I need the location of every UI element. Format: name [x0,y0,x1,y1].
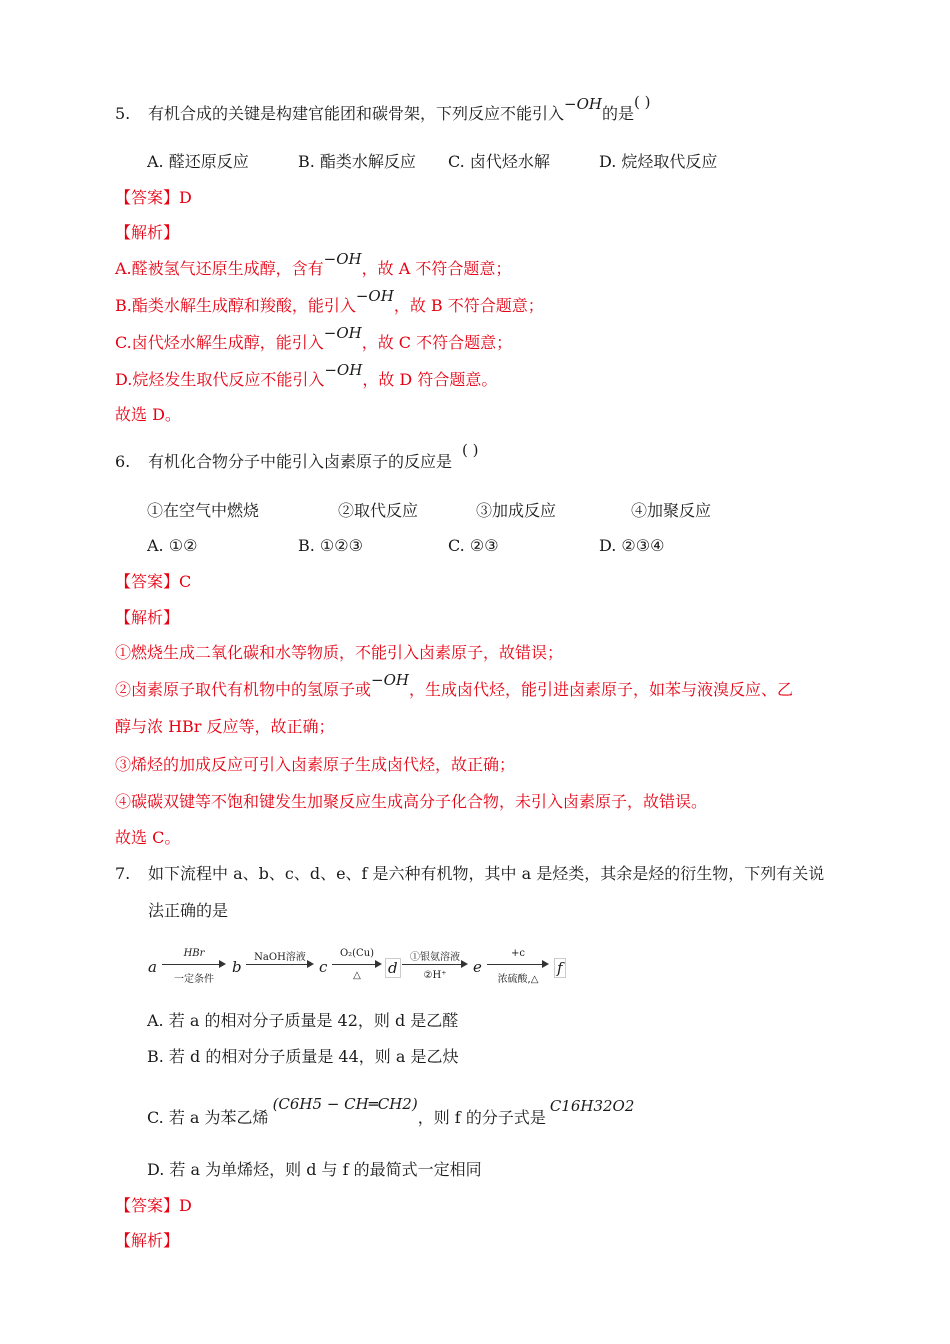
q6-stem [115,441,479,472]
flow-arrow-5 [487,946,549,986]
q5-number: 5. [115,104,131,123]
flow-node-b: b [232,958,242,976]
flow-node-c: c [319,958,328,976]
q7-stem-line2: 法正确的是 [148,901,229,920]
q7-option-c-middle: ，则 f 的分子式是 [417,1108,546,1127]
flow-node-d: d [385,958,401,978]
q5-analysis-c-formula: −OH [323,324,362,342]
q6-option-d: D. ②③④ [599,536,665,555]
q5-option-d: D. 烷烃取代反应 [599,152,718,171]
flow-arrow-1-condition: 一定条件 [174,974,214,985]
q6-analysis-label: 【解析】 [115,608,180,627]
q7-option-b: B. 若 d 的相对分子质量是 44，则 a 是乙炔 [147,1047,459,1066]
q5-analysis-d-formula: −OH [324,361,363,379]
q5-stem [115,93,651,124]
q6-analysis-4: ④碳碳双键等不饱和键发生加聚反应生成高分子化合物，未引入卤素原子，故错误。 [115,792,708,811]
q6-option-c: C. ②③ [448,536,499,555]
q5-analysis-d [115,361,498,390]
flow-arrow-1-reagent: HBr [183,948,205,959]
q5-analysis-d-text: D.烷烃发生取代反应不能引入 [115,370,325,389]
q7-analysis-label: 【解析】 [115,1231,180,1250]
q6-number: 6. [115,452,131,471]
flow-arrow-4-condition: ②H⁺ [423,970,447,981]
q5-analysis-c [115,324,513,353]
flow-arrow-2-reagent: NaOH溶液 [254,952,306,963]
flow-arrow-1 [162,946,226,986]
flow-node-e: e [473,958,482,976]
q6-item-4: ④加聚反应 [631,501,712,520]
q7-option-c-text: C. 若 a 为苯乙烯 [147,1108,269,1127]
q6-analysis-2-cont: 醇与浓 HBr 反应等，故正确； [115,717,335,736]
q6-analysis-2 [115,671,793,700]
q5-option-c: C. 卤代烃水解 [448,152,550,171]
q5-analysis-a-formula: −OH [323,250,362,268]
q7-number: 7. [115,864,131,883]
q7-option-c [147,1095,635,1128]
q5-analysis-b-formula: −OH [355,287,394,305]
q6-option-b: B. ①②③ [298,536,363,555]
q5-stem-formula: −OH [564,95,602,113]
q5-analysis-b-text: B.酯类水解生成醇和羧酸，能引入 [115,296,356,315]
flow-arrow-2 [246,946,314,986]
flow-arrow-4 [402,946,468,986]
q7-option-c-formula2: C16H32O2 [549,1097,635,1115]
q7-option-c-formula: (C6H5 − CH═CH2) [272,1095,418,1113]
q5-option-b: B. 酯类水解反应 [298,152,416,171]
q5-answer-paren: ( ) [633,93,651,111]
q6-analysis-2-end: ，生成卤代烃，能引进卤素原子，如苯与液溴反应、乙 [408,680,793,699]
q5-option-a: A. 醛还原反应 [147,152,249,171]
q7-answer: 【答案】D [115,1196,192,1215]
flow-arrow-5-condition: 浓硫酸,△ [497,974,539,985]
q5-answer: 【答案】D [115,188,192,207]
q5-stem-text: 有机合成的关键是构建官能团和碳骨架，下列反应不能引入 [148,104,565,123]
q6-answer: 【答案】C [115,572,192,591]
flow-arrow-3 [332,946,382,986]
q5-analysis-d-end: ，故 D 符合题意。 [362,370,498,389]
q7-stem-line1: 如下流程中 a、b、c、d、e、f 是六种有机物，其中 a 是烃类，其余是烃的衍生物，下列有关说 [148,864,825,883]
q5-analysis-b-end: ，故 B 不符合题意； [393,296,544,315]
flow-node-f: f [554,958,566,978]
q6-answer-paren: ( ) [462,441,479,459]
q6-analysis-2-formula: −OH [371,671,409,689]
q5-analysis-a-end: ，故 A 不符合题意； [361,259,512,278]
q6-option-a: A. ①② [147,536,198,555]
q6-item-2: ②取代反应 [338,501,419,520]
q7-stem [115,864,824,884]
q6-conclusion: 故选 C。 [115,828,181,847]
q5-analysis-c-end: ，故 C 不符合题意； [361,333,513,352]
q6-item-1: ①在空气中燃烧 [147,501,260,520]
q7-option-d: D. 若 a 为单烯烃，则 d 与 f 的最简式一定相同 [147,1160,482,1179]
q5-analysis-a-text: A.醛被氢气还原生成醇，含有 [115,259,324,278]
q7-option-a: A. 若 a 的相对分子质量是 42，则 d 是乙醛 [147,1011,459,1030]
q5-analysis-c-text: C.卤代烃水解生成醇，能引入 [115,333,324,352]
flow-arrow-4-reagent: ①银氨溶液 [410,952,460,963]
q6-item-3: ③加成反应 [476,501,557,520]
q6-analysis-3: ③烯烃的加成反应可引入卤素原子生成卤代烃，故正确； [115,755,516,774]
reaction-flow-diagram [146,946,576,990]
flow-node-a: a [148,958,157,976]
q6-stem-text: 有机化合物分子中能引入卤素原子的反应是 [148,452,453,471]
q5-analysis-b [115,287,544,316]
q6-analysis-2-text: ②卤素原子取代有机物中的氢原子或 [115,680,372,699]
q5-conclusion: 故选 D。 [115,405,181,424]
q5-stem-end: 的是 [601,104,634,123]
q5-analysis-a [115,250,512,279]
q5-analysis-label: 【解析】 [115,223,180,242]
flow-arrow-3-condition: △ [353,970,361,981]
flow-arrow-3-reagent: O₂(Cu) [339,948,375,959]
flow-arrow-5-reagent: +c [511,948,525,959]
q6-analysis-1: ①燃烧生成二氧化碳和水等物质，不能引入卤素原子，故错误； [115,643,564,662]
